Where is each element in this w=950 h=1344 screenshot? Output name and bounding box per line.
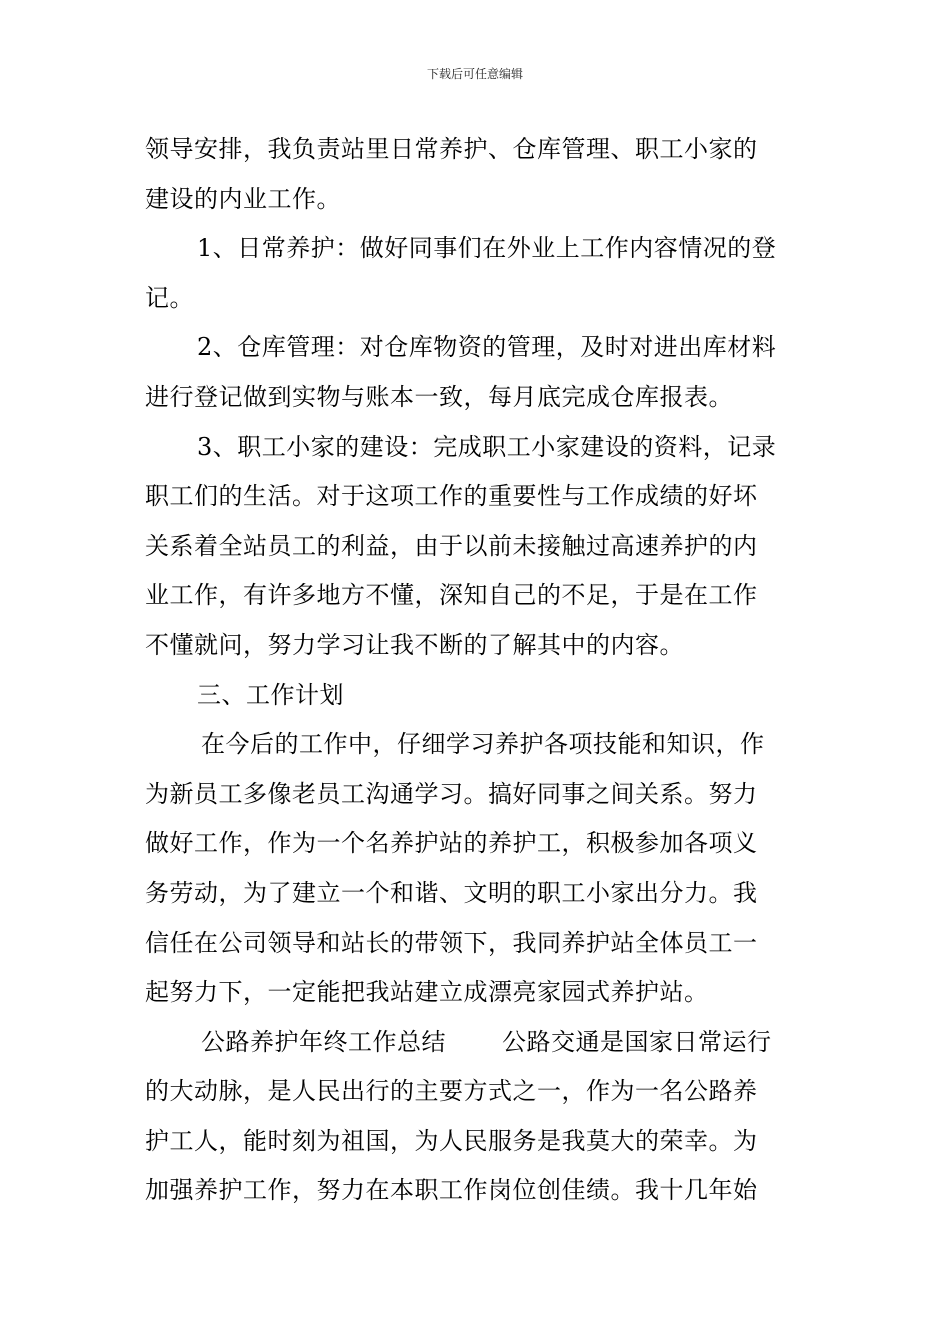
text-line: 的大动脉，是人民出行的主要方式之一，作为一名公路养 — [145, 1077, 758, 1106]
paragraph — [145, 423, 810, 671]
text-line: 务劳动，为了建立一个和谐、文明的职工小家出分力。我 — [145, 878, 758, 907]
text-line: 关系着全站员工的利益，由于以前未接触过高速养护的内 — [145, 531, 758, 560]
text-line: 职工们的生活。对于这项工作的重要性与工作成绩的好坏 — [145, 482, 758, 511]
text-segment: 公路交通是国家日常运行 — [502, 1027, 772, 1056]
text-line: 在今后的工作中，仔细学习养护各项技能和知识，作 — [201, 730, 765, 759]
text-line: 进行登记做到实物与账本一致，每月底完成仓库报表。 — [145, 382, 733, 411]
text-line: 加强养护工作，努力在本职工作岗位创佳绩。我十几年始 — [145, 1176, 758, 1205]
section-heading — [145, 671, 810, 721]
text-line: 3、职工小家的建设：完成职工小家建设的资料，记录 — [197, 432, 777, 461]
text-line: 信任在公司领导和站长的带领下，我同养护站全体员工一 — [145, 928, 758, 957]
text-line: 护工人，能时刻为祖国，为人民服务是我莫大的荣幸。为 — [145, 1126, 758, 1155]
text-line: 不懂就问，努力学习让我不断的了解其中的内容。 — [145, 630, 684, 659]
paragraph — [145, 323, 810, 422]
paragraph — [145, 1018, 810, 1216]
text-line: 做好工作，作为一个名养护站的养护工，积极参加各项义 — [145, 829, 758, 858]
text-line: 建设的内业工作。 — [145, 184, 341, 213]
text-line — [145, 1018, 810, 1068]
text-line: 为新员工多像老员工沟通学习。搞好同事之间关系。努力 — [145, 779, 758, 808]
text-line: 2、仓库管理：对仓库物资的管理，及时对进出库材料 — [197, 333, 777, 362]
text-line: 记。 — [145, 283, 194, 312]
document-body — [145, 125, 810, 1216]
document-title: 公路养护年终工作总结 — [201, 1027, 446, 1056]
paragraph — [145, 125, 810, 224]
text-line: 领导安排，我负责站里日常养护、仓库管理、职工小家的 — [145, 135, 758, 163]
text-line: 业工作，有许多地方不懂，深知自己的不足，于是在工作 — [145, 581, 758, 610]
paragraph — [145, 224, 810, 323]
paragraph — [145, 720, 810, 1018]
page-header: 下载后可任意编辑 — [426, 67, 523, 81]
text-line: 起努力下，一定能把我站建立成漂亮家园式养护站。 — [145, 978, 709, 1007]
text-line: 1、日常养护：做好同事们在外业上工作内容情况的登 — [197, 234, 777, 263]
heading-text: 三、工作计划 — [197, 680, 344, 709]
